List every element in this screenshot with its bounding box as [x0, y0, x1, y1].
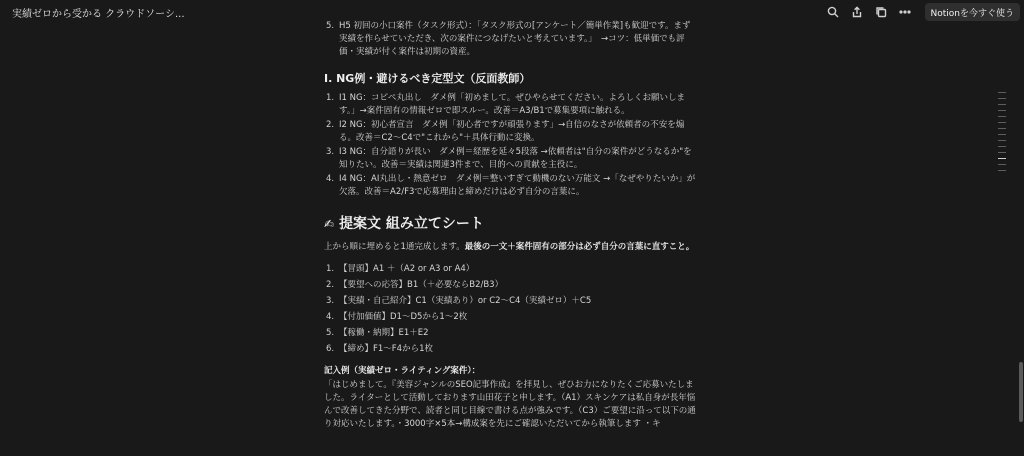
outline-mark	[998, 170, 1006, 171]
outline-mark	[998, 92, 1006, 93]
list-number: 3.	[326, 147, 335, 157]
list-item	[324, 343, 696, 356]
assembly-intro	[324, 241, 696, 254]
list-item	[324, 279, 696, 292]
list-number: 2.	[326, 120, 335, 130]
list-number: 4.	[326, 174, 335, 184]
list-text: I4 NG：AI丸出し・熱意ゼロ ダメ例＝整いすぎて動機のない万能文 →「なぜやりたいか」が欠落。改善＝A2/F3で応募理由と締めだけは必ず自分の言葉に。	[339, 174, 696, 197]
page-outline-indicator[interactable]	[998, 92, 1006, 176]
list-number: 5.	[326, 21, 335, 31]
outline-mark	[998, 134, 1006, 135]
list-text: I1 NG：コピペ丸出し ダメ例「初めまして。ぜひやらせてください。よろしくお願いします。」→案件固有の情報ゼロで即スルー。改善＝A3/B1で募集要項に触れる。	[339, 93, 685, 116]
scrollbar-thumb[interactable]	[1019, 362, 1023, 422]
list-item	[324, 327, 696, 340]
list-text: 【実績・自己紹介】C1（実績あり）or C2〜C4（実績ゼロ）＋C5	[339, 296, 592, 306]
intro-bold: 最後の一文＋案件固有の部分は必ず自分の言葉に直すこと。	[464, 242, 695, 252]
list-item	[324, 146, 696, 172]
list-text: H5 初回の小口案件（タスク形式）：「タスク形式の[アンケート／簡単作業]も歓迎です。まず実績を作らせていただき、次の案件につなげたいと考えています。」 →コツ：低単価でも評価・実績が付く案件は初期の資産。	[339, 21, 691, 57]
outline-mark	[998, 116, 1006, 117]
list-item	[324, 311, 696, 324]
list-number: 5.	[326, 328, 335, 338]
example-text: 「はじめまして。『美容ジャンルのSEO記事作成』を拝見し、ぜひお力になりたくご応募いたしました。ライターとして活動しております山田花子と申します。（A1）スキンケアは私自身が長年悩んで改善してきた分野で、読者と同じ目線で書ける点が強みです。（C3）ご要望に沿って以下の通り対応いたします。・3000字×5本→構成案を先にご確認いただいてから執筆します ・キ	[324, 380, 696, 429]
outline-mark	[998, 104, 1006, 105]
outline-mark	[998, 140, 1006, 141]
intro-plain: 上から順に埋めると1通完成します。	[324, 242, 465, 252]
outline-mark	[998, 110, 1006, 111]
outline-mark	[998, 128, 1006, 129]
outline-mark	[998, 146, 1006, 147]
page-content	[324, 20, 696, 431]
outline-mark	[998, 164, 1006, 165]
list-number: 6.	[326, 344, 335, 354]
list-text: 【付加価値】D1〜D5から1〜2枚	[339, 312, 468, 322]
list-number: 3.	[326, 296, 335, 306]
section-heading-assembly	[324, 215, 696, 233]
assembly-heading-text: 提案文 組み立てシート	[339, 216, 484, 232]
list-text: 【冒頭】A1 ＋（A2 or A3 or A4）	[339, 264, 475, 274]
list-text: I3 NG：自分語りが長い ダメ例＝経歴を延々5段落 →依頼者は"自分の案件がどうなるか"を知りたい。改善＝実績は関連3件まで、目的への貢献を主役に。	[339, 147, 692, 170]
example-label	[324, 365, 696, 378]
duplicate-icon[interactable]	[873, 4, 889, 20]
example-label-text: 記入例（実績ゼロ・ライティング案件）：	[324, 366, 481, 376]
outline-mark	[998, 122, 1006, 123]
scrollbar[interactable]	[1018, 24, 1024, 456]
list-text: I2 NG：初心者宣言 ダメ例「初心者ですが頑張ります」→自信のなさが依頼者の不安を煽る。改善＝C2〜C4で"これから"＋具体行動に変換。	[339, 120, 685, 143]
list-number: 1.	[326, 93, 335, 103]
more-icon[interactable]	[897, 4, 913, 20]
search-icon[interactable]	[825, 4, 841, 20]
outline-mark	[998, 98, 1006, 99]
list-item	[324, 263, 696, 276]
outline-mark-active	[998, 158, 1006, 159]
list-item	[324, 20, 696, 59]
list-item	[324, 119, 696, 145]
outline-mark	[998, 152, 1006, 153]
ng-list	[324, 92, 696, 199]
list-number: 2.	[326, 280, 335, 290]
list-number: 1.	[326, 264, 335, 274]
list-text: 【要望への応答】B1（＋必要ならB2/B3）	[339, 280, 504, 290]
section-heading-ng: I. NG例・避けるべき定型文（反面教師）	[324, 72, 531, 85]
page-title: 実績ゼロから受かる クラウドソーシ...	[12, 9, 185, 20]
assembly-list	[324, 263, 696, 356]
list-text: 【稼働・納期】E1＋E2	[339, 328, 429, 338]
list-number: 4.	[326, 312, 335, 322]
list-item	[324, 92, 696, 118]
writing-hand-icon: ✍	[324, 217, 335, 231]
use-notion-button[interactable]: Notionを今すぐ使う	[925, 3, 1020, 21]
list-item	[324, 173, 696, 199]
list-text: 【締め】F1〜F4から1枚	[339, 344, 434, 354]
share-icon[interactable]	[849, 4, 865, 20]
top-actions	[825, 0, 1024, 24]
list-item	[324, 295, 696, 308]
